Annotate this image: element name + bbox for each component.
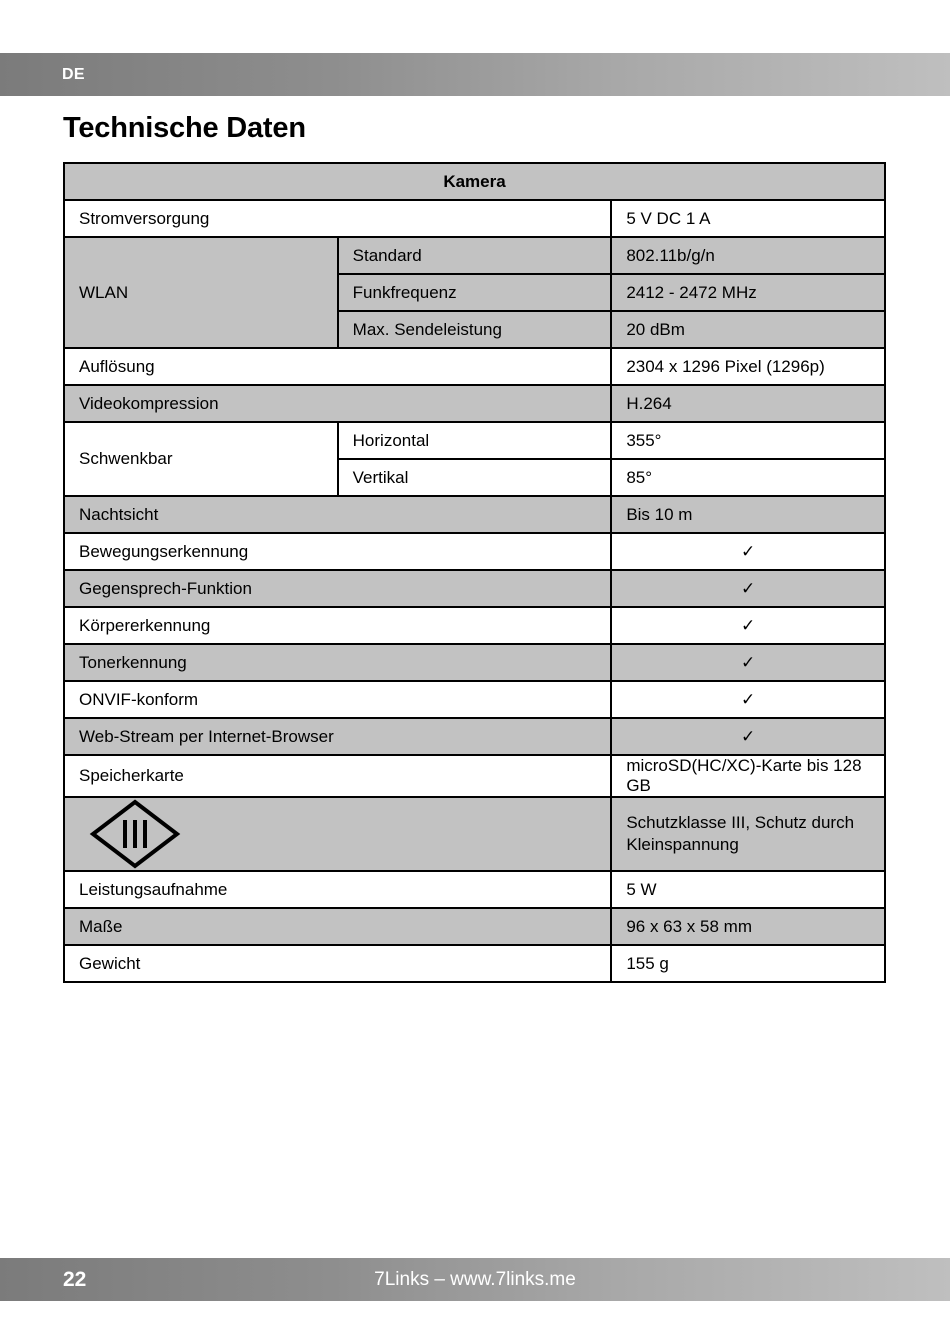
- row-value: H.264: [611, 385, 885, 422]
- table-row: [64, 797, 885, 871]
- page-footer-band: [0, 1258, 950, 1301]
- table-row: [64, 644, 885, 681]
- row-sub-label: Standard: [338, 237, 612, 274]
- page-title: Technische Daten: [63, 112, 306, 144]
- row-sub-label: Max. Sendeleistung: [338, 311, 612, 348]
- protection-class-3-icon: [79, 798, 596, 870]
- row-label: Tonerkennung: [64, 644, 611, 681]
- technical-specifications-table: [63, 162, 886, 983]
- row-label: ONVIF-konform: [64, 681, 611, 718]
- row-label: Körpererkennung: [64, 607, 611, 644]
- row-value: 5 V DC 1 A: [611, 200, 885, 237]
- table-row: [64, 607, 885, 644]
- table-row: [64, 908, 885, 945]
- table-row: [64, 496, 885, 533]
- table-row: [64, 533, 885, 570]
- checkmark-icon: ✓: [611, 607, 885, 644]
- row-value: 85°: [611, 459, 885, 496]
- row-label: Speicherkarte: [64, 755, 611, 797]
- protection-class-cell: [64, 797, 611, 871]
- row-sub-label: Funkfrequenz: [338, 274, 612, 311]
- row-value: 355°: [611, 422, 885, 459]
- language-indicator: DE: [62, 65, 85, 83]
- checkmark-icon: ✓: [611, 718, 885, 755]
- row-label: Videokompression: [64, 385, 611, 422]
- checkmark-icon: ✓: [611, 533, 885, 570]
- row-group-label: Schwenkbar: [64, 422, 338, 496]
- row-value: 802.11b/g/n: [611, 237, 885, 274]
- row-label: Maße: [64, 908, 611, 945]
- page-header-band: [0, 53, 950, 96]
- row-label: Leistungsaufnahme: [64, 871, 611, 908]
- table-row: [64, 385, 885, 422]
- table-row: [64, 237, 885, 274]
- row-label: Nachtsicht: [64, 496, 611, 533]
- row-label: Bewegungserkennung: [64, 533, 611, 570]
- table-row: [64, 422, 885, 459]
- row-value: 96 x 63 x 58 mm: [611, 908, 885, 945]
- table-row: [64, 570, 885, 607]
- row-value: 2412 - 2472 MHz: [611, 274, 885, 311]
- row-label: Stromversorgung: [64, 200, 611, 237]
- page-number: 22: [63, 1267, 87, 1291]
- row-value: 20 dBm: [611, 311, 885, 348]
- table-title-cell: Kamera: [64, 163, 885, 200]
- table-row: [64, 755, 885, 797]
- row-value: Bis 10 m: [611, 496, 885, 533]
- table-row: [64, 871, 885, 908]
- table-row: [64, 200, 885, 237]
- row-value: 2304 x 1296 Pixel (1296p): [611, 348, 885, 385]
- checkmark-icon: ✓: [611, 570, 885, 607]
- checkmark-icon: ✓: [611, 644, 885, 681]
- row-label: Web-Stream per Internet-Browser: [64, 718, 611, 755]
- row-label: Auflösung: [64, 348, 611, 385]
- row-value: microSD(HC/XC)-Karte bis 128 GB: [611, 755, 885, 797]
- row-value: Schutzklasse III, Schutz durch Kleinspannung: [611, 797, 885, 871]
- row-value: 155 g: [611, 945, 885, 982]
- table-row: [64, 681, 885, 718]
- table-row: [64, 348, 885, 385]
- checkmark-icon: ✓: [611, 681, 885, 718]
- row-label: Gewicht: [64, 945, 611, 982]
- row-group-label: WLAN: [64, 237, 338, 348]
- row-value: 5 W: [611, 871, 885, 908]
- table-row: [64, 945, 885, 982]
- table-row: [64, 718, 885, 755]
- row-label: Gegensprech-Funktion: [64, 570, 611, 607]
- row-sub-label: Vertikal: [338, 459, 612, 496]
- row-sub-label: Horizontal: [338, 422, 612, 459]
- table-title-row: [64, 163, 885, 200]
- footer-brand: 7Links – www.7links.me: [374, 1268, 576, 1290]
